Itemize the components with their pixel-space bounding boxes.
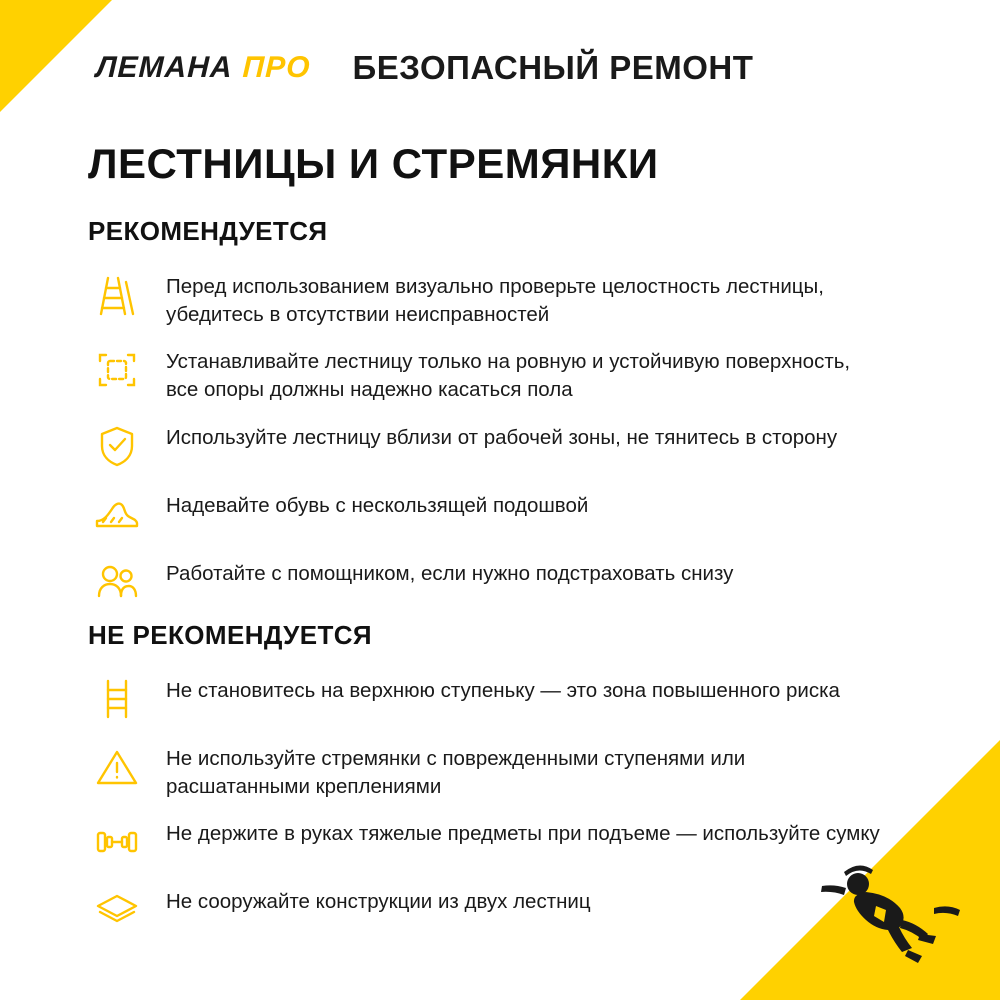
logo-secondary-text: ПРО [242, 51, 312, 84]
list-item-text: Надевайте обувь с нескользящей подошвой [166, 493, 589, 517]
list-item [88, 884, 908, 936]
warning-triangle-icon [88, 741, 146, 793]
page-title: ЛЕСТНИЦЫ И СТРЕМЯНКИ [88, 140, 659, 187]
list-item [88, 816, 908, 868]
list-item [88, 556, 908, 608]
list-item [88, 673, 908, 725]
section-recommended [88, 216, 908, 624]
brand-logo [95, 51, 311, 85]
list-item [88, 420, 908, 472]
logo-primary-text: ЛЕМАНА [95, 51, 234, 84]
dumbbell-icon [88, 816, 146, 868]
flying-worker-mascot [816, 850, 966, 970]
non-slip-shoe-icon [88, 488, 146, 540]
section-not-recommended [88, 620, 908, 952]
list-item-text: Перед использованием визуально проверьте целостность лестницы, убедитесь в отсутствии неисправностей [166, 275, 824, 326]
level-surface-icon [88, 344, 146, 396]
ladder-icon [88, 673, 146, 725]
stepladder-icon [88, 269, 146, 321]
list-item-text: Не держите в руках тяжелые предметы при подъеме — используйте сумку [166, 822, 880, 846]
list-item-text: Используйте лестницу вблизи от рабочей зоны, не тянитесь в сторону [166, 425, 838, 449]
stacked-layers-icon [88, 884, 146, 936]
list-item [88, 344, 908, 403]
list-item [88, 269, 908, 328]
shield-check-icon [88, 420, 146, 472]
list-item-text: Не становитесь на верхнюю ступеньку — это зона повышенного риска [166, 679, 840, 702]
section-title-recommended: РЕКОМЕНДУЕТСЯ [88, 216, 328, 246]
list-item [88, 488, 908, 540]
list-item-text: Не сооружайте конструкции из двух лестниц [166, 890, 591, 914]
list-item-text: Не используйте стремянки с поврежденными ступенями или расшатанными креплениями [166, 747, 746, 798]
section-title-not-recommended: НЕ РЕКОМЕНДУЕТСЯ [88, 620, 372, 650]
list-item-text: Работайте с помощником, если нужно подстраховать снизу [166, 561, 734, 585]
two-people-icon [88, 556, 146, 608]
list-item [88, 741, 908, 800]
campaign-title: БЕЗОПАСНЫЙ РЕМОНТ [352, 49, 754, 86]
list-item-text: Устанавливайте лестницу только на ровную и устойчивую поверхность, все опоры должны надежно касаться пола [166, 350, 851, 402]
header [96, 40, 940, 96]
